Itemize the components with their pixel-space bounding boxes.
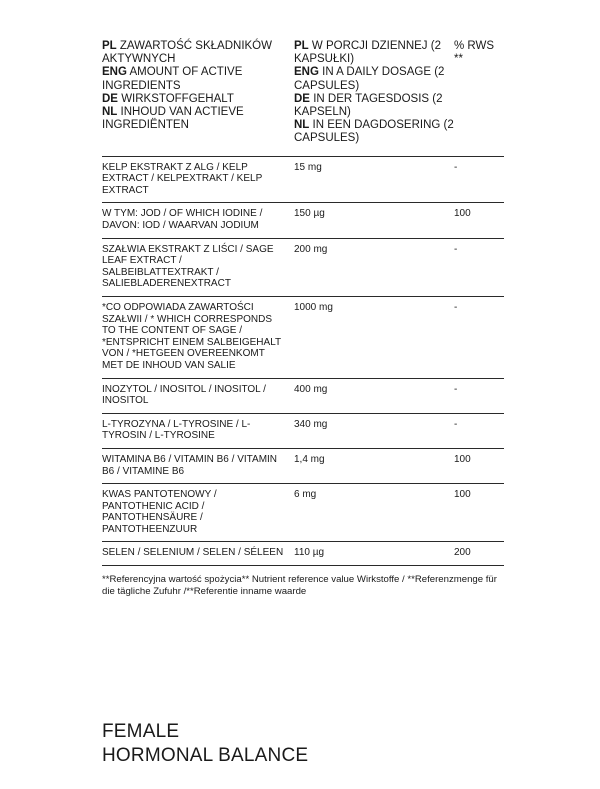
table-row [102,449,504,484]
lang-code: NL [294,119,310,132]
ingredient-rws: - [454,301,458,313]
product-title [102,720,308,768]
header-text: AMOUNT OF ACTIVE INGREDIENTS [102,66,243,92]
header-dosage [294,40,454,146]
footnote: **Referencyjna wartość spożycia** Nutrient reference value Wirkstoffe / **Referenzmenge für die tägliche Zufuhr /**Referentie inname waarde [102,574,497,598]
ingredient-amount: 1000 mg [294,301,333,313]
ingredient-name: L-TYROZYNA / L-TYROSINE / L-TYROSIN / L-TYROSINE [102,418,251,442]
ingredient-name: INOZYTOL / INOSITOL / INOSITOL / INOSITOL [102,383,266,407]
table-header [102,40,504,157]
header-rws: % RWS ** [454,40,495,66]
ingredient-name: SZAŁWIA EKSTRAKT Z LIŚCI / SAGE LEAF EXTRACT / SALBEIBLATTEXTRAKT / SALIEBLADERENEXTRACT [102,243,274,290]
lang-code: ENG [294,66,319,79]
product-title-line1: FEMALE [102,721,180,742]
ingredient-name: WITAMINA B6 / VITAMIN B6 / VITAMIN B6 / VITAMINE B6 [102,453,278,477]
ingredient-name: SELEN / SELENIUM / SELEN / SÉLEEN [102,547,284,559]
product-title-line2: HORMONAL BALANCE [102,745,309,766]
table-row [102,203,504,238]
ingredient-rws: 100 [454,208,471,220]
nutrition-facts-sheet [102,40,504,598]
header-text: W PORCJI DZIENNEJ (2 KAPSUŁKI) [294,40,441,66]
lang-code: DE [294,92,310,105]
ingredient-amount: 15 mg [294,161,322,173]
ingredient-amount: 340 mg [294,418,328,430]
ingredient-amount: 150 µg [294,208,325,220]
header-text: WIRKSTOFFGEHALT [121,92,234,105]
lang-code: ENG [102,66,127,79]
table-row [102,239,504,297]
lang-code: NL [102,106,118,119]
lang-code: PL [102,40,117,52]
lang-code: PL [294,40,309,52]
ingredient-rws: - [454,161,458,173]
ingredient-amount: 200 mg [294,243,328,255]
header-text: ZAWARTOŚĆ SKŁADNIKÓW AKTYWNYCH [102,40,272,66]
table-row [102,542,504,566]
lang-code: DE [102,92,118,105]
ingredient-rws: 100 [454,453,471,465]
ingredient-amount: 6 mg [294,489,317,501]
ingredient-name: W TYM: JOD / OF WHICH IODINE / DAVON: IOD / WAARVAN JODIUM [102,208,263,231]
table-row [102,379,504,414]
header-ingredients [102,40,294,146]
ingredient-rws: 200 [454,547,471,559]
table-row [102,297,504,379]
header-text: IN EEN DAGDOSERING (2 CAPSULES) [294,119,454,145]
ingredient-name: KELP EKSTRAKT Z ALG / KELP EXTRACT / KELPEXTRAKT / KELP EXTRACT [102,161,263,196]
table-row [102,484,504,542]
header-text: INHOUD VAN ACTIEVE INGREDIËNTEN [102,106,244,132]
ingredient-amount: 1,4 mg [294,453,325,465]
ingredient-rws: - [454,383,458,395]
ingredient-rws: 100 [454,489,471,501]
ingredient-amount: 400 mg [294,383,328,395]
header-text: IN A DAILY DOSAGE (2 CAPSULES) [294,66,445,92]
ingredient-rws: - [454,418,458,430]
table-row [102,414,504,449]
ingredient-name: KWAS PANTOTENOWY / PANTOTHENIC ACID / PANTOTHENSÄURE / PANTOTHEENZUUR [102,489,217,535]
ingredient-amount: 110 µg [294,547,325,559]
table-row [102,157,504,204]
header-text: IN DER TAGESDOSIS (2 KAPSELN) [294,92,443,119]
ingredient-rws: - [454,243,458,255]
ingredient-name: *CO ODPOWIADA ZAWARTOŚCI SZAŁWII / * WHICH CORRESPONDS TO THE CONTENT OF SAGE / *ENTSPRICHT EINEM SALBEIGEHALT VON / *HETGEEN OVEREENKOMT MET DE INHOUD VAN SALIE [102,301,281,371]
